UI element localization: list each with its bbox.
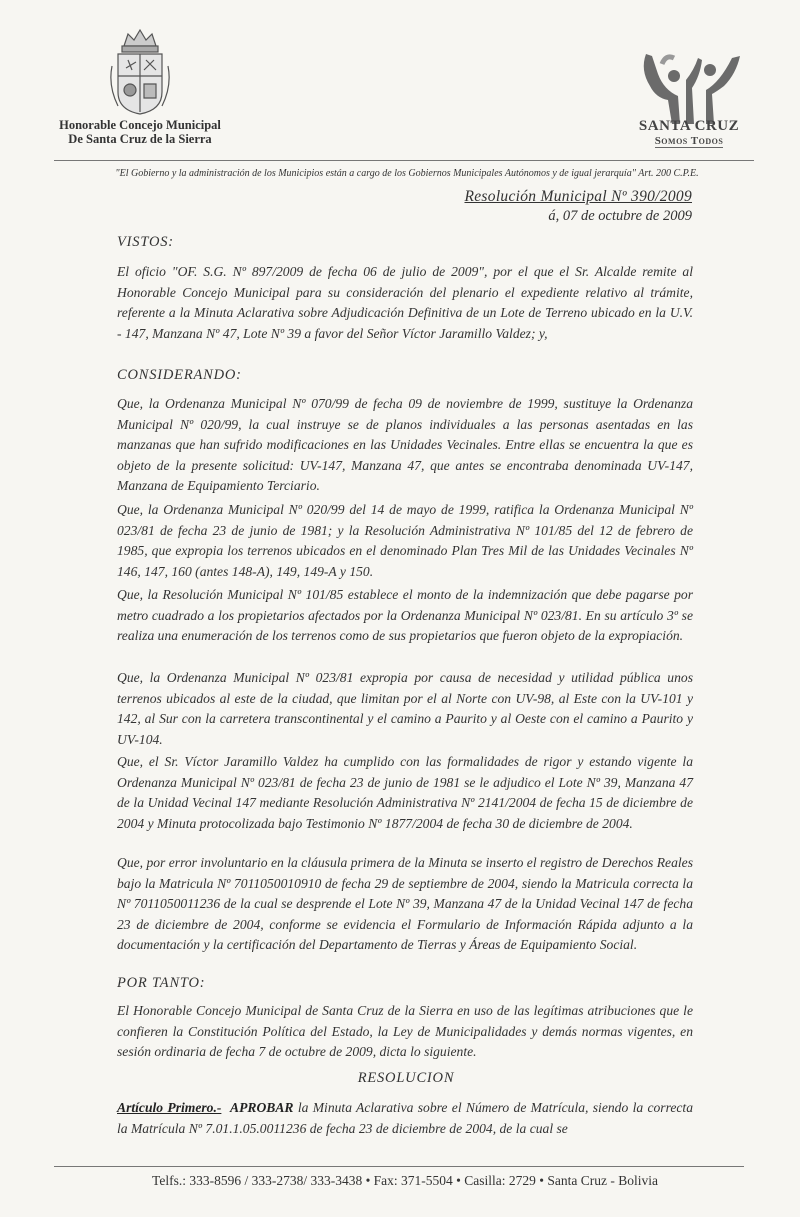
resolution-date: á, 07 de octubre de 2009 <box>548 208 692 224</box>
considerando-heading: CONSIDERANDO: <box>117 367 242 383</box>
council-name-line1: Honorable Concejo Municipal <box>59 118 221 132</box>
constitution-quote: "El Gobierno y la administración de los Municipios están a cargo de los Gobiernos Municipales Autónomos y de igual jerarquía" Art. 200 C.P.E. <box>115 168 699 179</box>
vistos-paragraph: El oficio "OF. S.G. Nº 897/2009 de fecha 06 de julio de 2009", por el que el Sr. Alcalde remite al Honorable Concejo Municipal para su consideración del plenario el expediente relativo al trámite, referente a la Minuta Aclarativa sobre Adjudicación Definitiva de un Lote de Terreno ubicado en la U.V. - 147, Manzana Nº 47, Lote Nº 39 a favor del Señor Víctor Jaramillo Valdez; y, <box>117 264 693 341</box>
article-first-verb: APROBAR <box>230 1100 294 1115</box>
considerando-paragraph-2: Que, la Ordenanza Municipal Nº 020/99 del 14 de mayo de 1999, ratifica la Ordenanza Municipal Nº 023/81 de fecha 23 de junio de 1981; y la Resolución Administrativa Nº 101/85 del 12 de febrero de 1985, que expropia los terrenos ubicados en el denominado Plan Tres Mil de las Unidades Vecinales Nº 146, 147, 160 (antes 148-A), 149, 149-A y 150. <box>117 502 693 579</box>
header-divider <box>54 160 754 161</box>
considerando-paragraph-5: Que, el Sr. Víctor Jaramillo Valdez ha cumplido con las formalidades de rigor y estando vigente la Ordenanza Municipal Nº 023/81 de fecha 23 de junio de 1981 se le adjudico el Lote Nº 39, Manzana 47 de la Unidad Vecinal 147 mediante Resolución Administrativa Nº 2141/2004 de fecha 15 de diciembre de 2004 y Minuta protocolizada bajo Testimonio Nº 1877/2004 de fecha 30 de diciembre de 2004. <box>117 754 693 831</box>
por-tanto-heading: POR TANTO: <box>117 975 206 991</box>
footer-divider <box>54 1166 744 1167</box>
council-name-line2: De Santa Cruz de la Sierra <box>68 132 212 146</box>
considerando-paragraph-4: Que, la Ordenanza Municipal Nº 023/81 expropia por causa de necesidad y utilidad pública unos terrenos ubicados al este de la ciudad, que limitan por el al Norte con UV-98, al Este con la UV-101 y 142, al Sur con la carretera transcontinental y el camino a Paurito y al Oeste con el camino a Paurito y UV-104. <box>117 670 693 747</box>
considerando-paragraph-6: Que, por error involuntario en la cláusula primera de la Minuta se inserto el registro de Derechos Reales bajo la Matricula Nº 7011050010910 de fecha 29 de septiembre de 2004, siendo la Matricula correcta la Nº 7011050011236 de la cual se desprende el Lote Nº 39, Manzana 47 de la Unidad Vecinal 147 de fecha 23 de diciembre de 2004, conforme se evidencia el Formulario de Información Rápida adjunto a la documentación y la certificación del Departamento de Tierras y Áreas de Equipamiento Social. <box>117 855 693 952</box>
article-first <box>117 1098 693 1139</box>
vistos-heading: VISTOS: <box>117 234 174 250</box>
brand-slogan: Somos Todos <box>654 135 724 147</box>
coat-of-arms-logo <box>108 26 172 118</box>
article-first-text: la Minuta Aclarativa sobre el Número de Matrícula, siendo la correcta la Matrícula Nº 7.01.1.05.0011236 de fecha 23 de diciembre de 2004, de la cual se <box>117 1100 694 1136</box>
brand-name: SANTA CRUZ <box>638 118 740 134</box>
footer-contact: Telfs.: 333-8596 / 333-2738/ 333-3438 • Fax: 371-5504 • Casilla: 2729 • Santa Cruz - Bolivia <box>152 1173 658 1188</box>
considerando-paragraph-3: Que, la Resolución Municipal Nº 101/85 establece el monto de la indemnización que debe pagarse por metro cuadrado a los propietarios afectados por la Ordenanza Municipal Nº 023/81. En su artículo 3º se realiza una enumeración de los terrenos como de sus propietarios que fueron objeto de la expropiación. <box>117 587 693 643</box>
resolution-title: Resolución Municipal Nº 390/2009 <box>464 188 692 205</box>
council-name <box>40 118 240 146</box>
article-first-label: Artículo Primero.- <box>117 1100 222 1115</box>
por-tanto-paragraph: El Honorable Concejo Municipal de Santa Cruz de la Sierra en uso de las legítimas atribuciones que le confieren la Constitución Política del Estado, la Ley de Municipalidades y demás normas vigentes, en sesión ordinaria de fecha 7 de octubre de 2009, dicta lo siguiente. <box>117 1003 693 1059</box>
considerando-paragraph-1: Que, la Ordenanza Municipal Nº 070/99 de fecha 09 de noviembre de 1999, sustituye la Ordenanza Municipal Nº 020/99, la cual instruye se de planos individuales a las personas asentadas en las manzanas que han sufrido modificaciones en las Unidades Vecinales. Entre ellas se encuentra la que es objeto de la presente solicitud: UV-147, Manzana 47, que antes se encontraba denominada UV-147, Manzana de Equipamiento Terciario. <box>117 396 693 493</box>
resolucion-heading: RESOLUCION <box>357 1070 455 1086</box>
santa-cruz-figures-logo <box>628 50 748 124</box>
